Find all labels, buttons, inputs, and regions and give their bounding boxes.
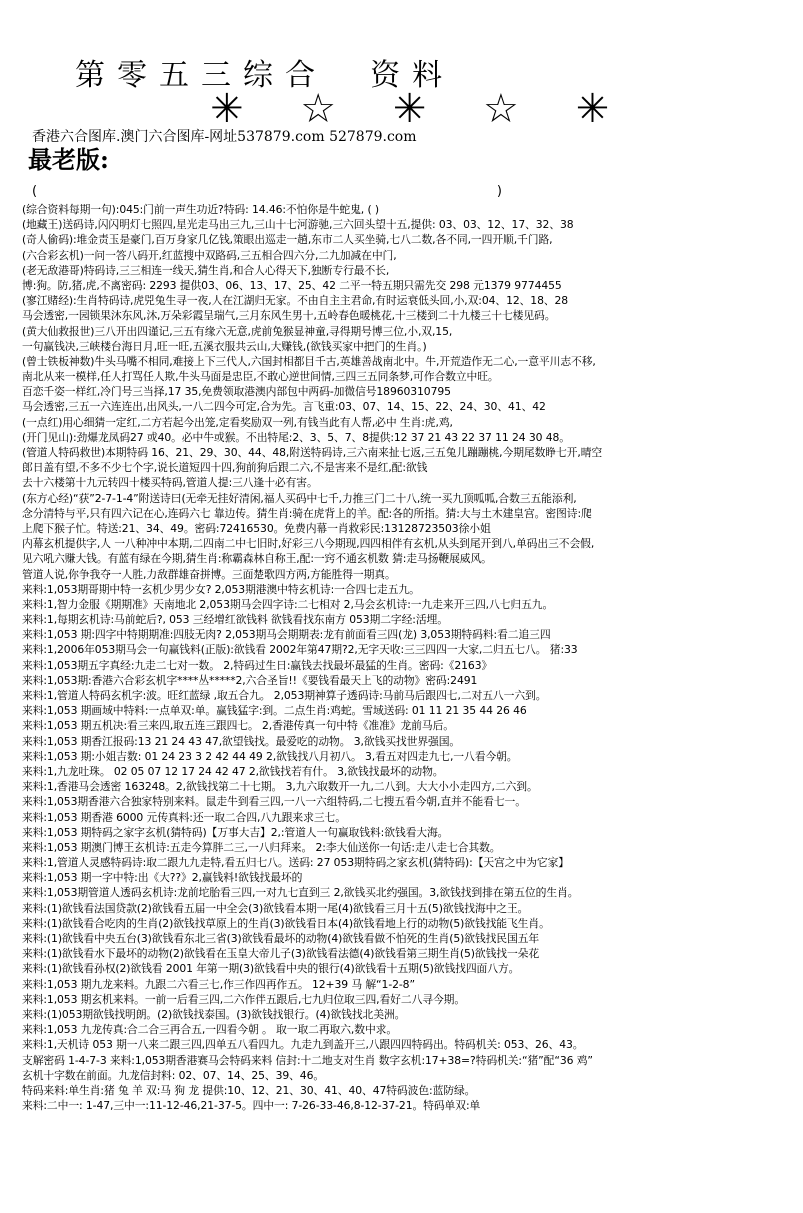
text-line: 来料:1,053 期五机决:看三来四,取五连三跟四七。 2,香港传真一句中特《准准》龙前马后。: [22, 719, 454, 733]
text-line: (六合彩玄机)一问一答八码开,红蓝搜中双路码,三五相合四六分,二九加减在中门,: [22, 248, 397, 262]
text-line: 来料:二中一: 1-47,三中一:11-12-46,21-37-5。四中一: 7-26-33-46,8-12-37-21。特码单双:单: [22, 1099, 481, 1113]
text-line: 来料:1,管道人特码玄机字:波。旺红蓝绿 ,取五合九。 2,053期神算子透码诗:马前马后跟四七,二对五八一六到。: [22, 689, 547, 702]
text-line: 支解密码 1-4-7-3 来料:1,053期香港赛马会特码来料 信封:十二地支对生肖 数字玄机:17+38=?特码机关:“猪”配“36 鸡”: [22, 1053, 593, 1067]
text-line: 来料:(1)欲钱看合吃肉的生肖(2)欲钱找草原上的生肖(3)欲钱看日本(4)欲钱看地上行的动物(5)欲钱找能飞生肖。: [22, 916, 550, 930]
text-line: 内幕玄机提供字,人 一八种冲中本期,二四南二中七旧时,好彩三八今期现,四四相伴有玄机,从头到尾开到八,单码出三不会假,: [22, 537, 595, 551]
text-line: (曾士铁板神数)牛头马嘴不相同,难接上下三代人,六国封相都目千古,英雄善战南北中。牛,开荒造作无二心,一意平川志不移,: [22, 354, 596, 368]
text-line: 来料:1,053期哥期中特一玄机少男少女? 2,053期港澳中特玄机诗:一合四七走五九。: [22, 582, 420, 596]
text-body: [22, 202, 787, 1113]
text-line: 来料:1,香港马会透密 163248。2,欲钱找第二十七期。 3,九六取数开一九,二八到。大大小小走四方,二六到。: [22, 780, 538, 794]
text-line: (东方心经)“获”2-7-1-4”附送诗曰(无牵无挂好清闲,福人买码中七千,力推三门二十八,统一买九顶呱呱,合数三五能添利,: [22, 491, 577, 505]
text-line: 来料:1,053 期香江报码:13 21 24 43 47,欲望钱找。最爱吃的动物。 3,欲钱买找世界强国。: [22, 734, 461, 748]
text-line: 特码来料:单生肖:猪 兔 羊 双:马 狗 龙 提供:10、12、21、30、41、40、47特码波色:蓝防绿。: [22, 1083, 476, 1097]
paren-close: ): [496, 184, 502, 199]
text-line: (地藏王)送码诗,闪闪明灯七照四,星光走马出三九,三山十七河游驰,三六回头望十五,提供: 03、03、12、17、32、38: [22, 218, 574, 232]
text-line: 来料:1,053 期玄机来料。一前一后看三四,二六作伴五跟后,七九归位取三四,看好二八寻今期。: [22, 992, 466, 1006]
text-line: 百恋千姿一样红,冷门号三当择,17 35,免费领取港澳内部包中两码-加微信号18960310795: [22, 385, 451, 399]
source-line: 香港六合图库.澳门六合图库-网址537879.com 527879.com: [32, 129, 417, 145]
text-line: 来料:(1)欲钱看中央五台(3)欲钱看东北三省(3)欲钱看最坏的动物(4)欲钱看做不怕死的生肖(5)欲钱找民国五年: [22, 932, 540, 945]
text-line: 管道人说,你争我夺一人胜,力敌群雄奋拼博。三面楚歌四方两,方能胜得一期真。: [22, 567, 396, 581]
paren-open: (: [32, 184, 38, 199]
text-line: 来料:1,053期:香港六合彩玄机字****丛*****2,六合圣旨!!《要钱看最天上飞的动物》密码:2491: [22, 673, 478, 687]
text-line: (老无敌港哥)特码诗,三三相连一线天,猜生肖,和合人心得天下,独断专行最不长,: [22, 263, 390, 277]
text-line: (寥江赌经):生肖特码诗,虎兕兔生寻一夜,人在江湖归无家。不由自主主君命,有时运衰低头回,小,双:04、12、18、28: [22, 294, 569, 308]
text-line: 来料:1,053期管道人透码玄机诗:龙前坨胎看三四,一对九七直到三 2,欲钱买北约强国。3,欲钱找到排在第五位的生肖。: [22, 886, 579, 900]
text-line: 来料:1,053 期:四字中特期期准:四肢无肉? 2,053期马会期期表:龙有前面看三四(龙) 3,053期特码料:看二追三四: [22, 628, 551, 642]
text-line: (综合资料每期一句):045:门前一声生功近?特码: 14.46:不怕你是牛蛇鬼, ( ): [22, 203, 379, 216]
text-line: (一点红)用心细猜一定红,二方若起今出笼,定看奖励双一列,有钱当此有人帮,必中 生肖:虎,鸡,: [22, 415, 453, 429]
text-line: 一句赢钱决,三峡楼台海日月,旺一旺,五溪衣服共云山,大赚钱,(欲钱买家中把门的生肖。): [22, 339, 427, 353]
text-line: 来料:1,天机诗 053 期一八来二跟三四,四单五八看四九。九走九到盖开三,八跟四四特码出。特码机关: 053、26、43。: [22, 1038, 584, 1052]
text-line: 来料:1,053 九龙传真:合二合三再合五,一四看今朝 。 取一取二再取六,数中求。: [22, 1023, 398, 1037]
text-line: (奇人偷码):堆金责玉是豪门,百万身家几亿钱,策眼出巡走一趟,东市二人买坐骑,七八二数,各不同,一四开顺,千门路,: [22, 233, 553, 247]
text-line: 来料:1,053 期澳门博王玄机诗:五走今算胖二三,一八归拜来。 2:李大仙送你一句话:走八走七合其数。: [22, 840, 501, 854]
text-line: 来料:1,053 期一字中特:出《大??》2,赢钱料!欲钱找最坏的: [22, 871, 303, 885]
text-line: 来料:1,053期五字真经:九走二七对一数。 2,特码过生日:赢钱去找最坏最猛的生肖。密码:《2163》: [22, 658, 493, 672]
text-line: 来料:1,每期玄机诗:马前蛇后?, 053 三经增红欲钱料 欲钱看找东南方 053期二字经:活埋。: [22, 613, 448, 627]
text-line: 去十六楼第十九元转四十楼买特码,管道人提:三八逢十必有害。: [22, 476, 318, 490]
text-line: 来料:1,管道人灵感特码诗:取二跟九九走特,看五归七八。送码: 27 053期特码之家玄机(猜特码):【天宫之中为它家】: [22, 856, 569, 870]
text-line: 博:狗。防,猪,虎,不离密码: 2293 提供03、06、13、17、25、42 二平一特五期只需先交 298 元1379 9774455: [22, 278, 562, 292]
text-line: 南北从来一模样,任人打骂任人欺,牛头马面是忠臣,不敢心逆世间情,三四三五同条梦,可作合数立中旺。: [22, 370, 499, 384]
text-line: 郎日盖有望,不多不少七个字,说长道短四十四,狗前狗后跟二六,不是害来不是红,配:欲钱: [22, 461, 428, 475]
text-line: 来料:1,2006年053期马会一句赢钱料(正版):欲钱看 2002年第47期?2,无字天收:三三四四一大家,二归五七八。 猪:33: [22, 643, 578, 657]
text-line: 上爬下猴子忙。特送:21、34、49。密码:72416530。免费内幕一肖救彩民:13128723503徐小姐: [22, 521, 491, 535]
star-decoration: ✳ ☆ ✳ ☆ ✳: [210, 86, 632, 132]
text-line: 来料:(1)欲钱看孙权(2)欲钱看 2001 年第一期(3)欲钱看中央的银行(4)欲钱看十五期(5)欲钱找四面八方。: [22, 962, 520, 976]
text-line: 玄机十字数在前面。九龙信封料: 02、07、14、25、39、46。: [22, 1068, 325, 1082]
text-line: (管道人特码救世)本期特码 16、21、29、30、44、48,附送特码诗,三六南来扯七返,三五兔儿蹦蹦桃,今期尾数睁七开,晴空: [22, 446, 603, 459]
text-line: 念分清特与平,只有四六记在心,连码六七 靠边传。猜生肖:骑在虎背上的羊。配:各的所指。猜:大与土木建皇宫。密图诗:爬: [22, 506, 592, 520]
edition-subtitle: 最老版:: [28, 145, 109, 174]
text-line: 来料:(1)欲钱看水下最坏的动物(2)欲钱看在玉皇大帝儿子(3)欲钱看法德(4)欲钱看第三期生肖(5)欲钱找一朵花: [22, 947, 540, 961]
text-line: 来料:1,053 期:小姐吉数: 01 24 23 3 2 42 44 49 2,欲钱找八月初八。 3,看五对四走九七,一八看今朝。: [22, 749, 518, 763]
text-line: 来料:1,九龙吐珠。 02 05 07 12 17 24 42 47 2,欲钱找若有什。 3,欲钱找最坏的动物。: [22, 764, 444, 778]
text-line: (开门见山):劲爆龙凤码27 或40。必中牛或猴。不出特尾:2、3、5、7、8提供:12 37 21 43 22 37 11 24 30 48。: [22, 430, 570, 444]
text-line: 来料:(1)欲钱看法国贷款(2)欲钱看五届一中全会(3)欲钱看本期一尾(4)欲钱看三月十五(5)欲钱找海中之王。: [22, 901, 529, 915]
page-title: 第零五三综合 资料: [75, 58, 455, 93]
text-line: 来料:1,智力金服《期期准》天南地北 2,053期马会四字诗:二七相对 2,马会玄机诗:一九走来开三四,八七归五九。: [22, 597, 554, 611]
text-line: 来料:1,053 期画域中特料:一点单双:单。赢钱猛字:到。二点生肖:鸡蛇。雪域送码: 01 11 21 35 44 26 46: [22, 704, 527, 718]
paren-line: [32, 184, 502, 199]
text-line: 来料:1,053 期特码之家字玄机(猜特码)【万事大吉】2,:管道人一句赢取钱料:欲钱看大海。: [22, 825, 449, 839]
text-line: 来料:(1)053期欲钱找明朗。(2)欲钱找泰国。(3)欲钱找银行。(4)欲钱找北美洲。: [22, 1007, 406, 1021]
text-line: 来料:1,053 期九龙来料。九跟二六看三七,作三作四再作五。 12+39 马 解“1-2-8”: [22, 977, 415, 991]
text-line: 来料:1,053期香港六合独家特别来料。鼠走牛到看三四,一八一六组特码,二七搜五看今朝,直并不能看七一。: [22, 795, 526, 809]
text-line: 见六吼六赚大钱。有蓝有绿在今期,猜生肖:称霸森林自称王,配:一窍不通玄机数 猜:走马扬鞭展威风。: [22, 552, 492, 566]
text-line: (黄大仙救报世)三八开出四谨记,三五有缘六无意,虎前兔猴显神童,寻得期号博三位,小,双,15,: [22, 324, 453, 338]
text-line: 马会透密,三五一六连连出,出风头,一八二四今可定,合为先。言飞重:03、07、14、15、22、24、30、41、42: [22, 400, 546, 414]
text-line: 来料:1,053 期香港 6000 元传真料:还一取二合四,八九跟来求三七。: [22, 810, 346, 824]
text-line: 马会透密,一园锁果沐东风,沐,万朵彩霞呈瑞气,三月东风生男十,五岭春色暖桃花,十三楼到二十九楼三十七楼见码。: [22, 309, 556, 323]
